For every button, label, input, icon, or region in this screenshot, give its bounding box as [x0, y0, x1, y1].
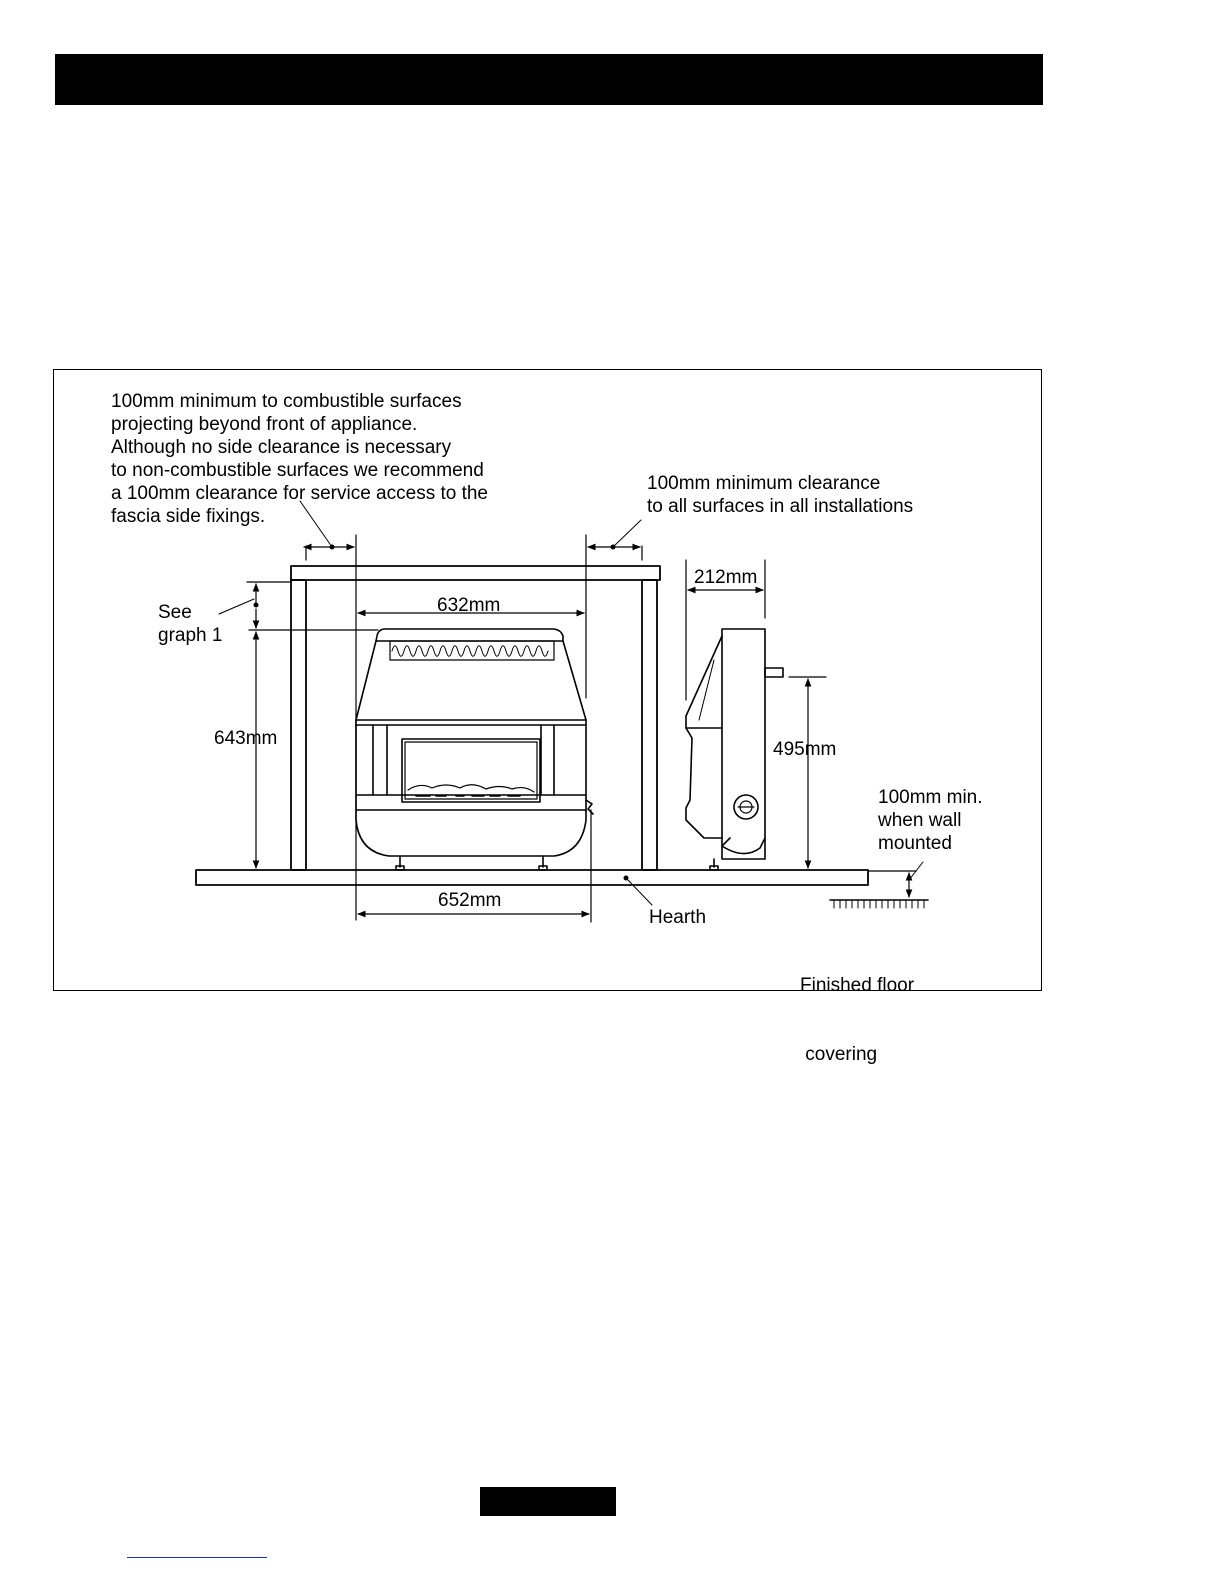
see-graph-line-1: See	[158, 602, 192, 623]
dim-inner-width: 632mm	[437, 595, 501, 616]
note-all-surfaces-line-1: 100mm minimum clearance	[647, 473, 881, 494]
dim-outer-width: 652mm	[438, 890, 502, 911]
wall-mount-line-3: mounted	[878, 833, 952, 854]
right-pillar	[642, 580, 657, 870]
wall-mount-line-2: when wall	[878, 810, 962, 831]
footer-link-line[interactable]	[127, 1557, 267, 1558]
page-number-tab	[480, 1487, 616, 1516]
dim-side-height: 495mm	[773, 739, 837, 760]
dim-height: 643mm	[214, 728, 278, 749]
note-combustible-line-5: a 100mm clearance for service access to the	[111, 483, 489, 504]
hearth-label: Hearth	[649, 907, 707, 928]
note-combustible-line-1: 100mm minimum to combustible surfaces	[111, 391, 462, 412]
header-bar	[55, 54, 1043, 105]
fire-side-view	[686, 629, 783, 870]
floor-note	[800, 928, 914, 1112]
fire-front-view	[356, 629, 593, 870]
floor-note-line-1: Finished floor	[800, 975, 915, 996]
see-graph-label	[158, 601, 222, 647]
note-combustible-line-2: projecting beyond front of appliance.	[111, 414, 418, 435]
dimension-lines	[219, 501, 928, 922]
left-pillar	[291, 580, 306, 870]
dim-depth: 212mm	[694, 567, 758, 588]
see-graph-line-2: graph 1	[158, 625, 223, 646]
note-combustible	[111, 390, 488, 528]
wall-mount-line-1: 100mm min.	[878, 787, 983, 808]
mantel-shelf	[291, 566, 660, 580]
note-all-surfaces-line-2: to all surfaces in all installations	[647, 496, 914, 517]
installation-diagram	[53, 369, 1042, 1065]
note-combustible-line-6: fascia side fixings.	[111, 506, 266, 527]
note-all-surfaces	[647, 472, 913, 518]
note-combustible-line-4: to non-combustible surfaces we recommend	[111, 460, 484, 481]
floor-note-line-2: covering	[800, 1044, 878, 1065]
note-combustible-line-3: Although no side clearance is necessary	[111, 437, 452, 458]
wall-mount-note	[878, 786, 983, 855]
hearth-slab	[196, 870, 868, 885]
